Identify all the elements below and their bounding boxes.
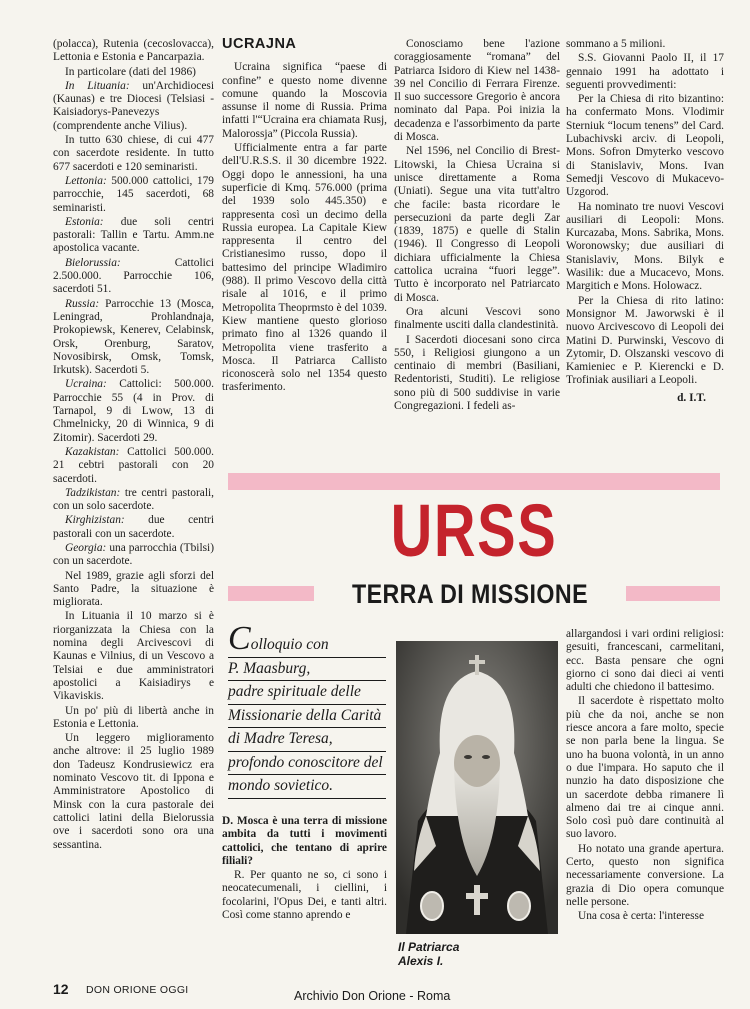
region-text: Cattolici 2.500.000. Parrocchie 106, sacerdoti 51. <box>53 256 214 296</box>
paragraph: I Sacerdoti diocesani sono circa 550, i Religiosi giungono a un centinaio di membri (Basiliani, Redentoristi, Studiti). Le religiose sono più di 500 suddivise in varie Congregazioni. I fedeli as- <box>394 333 560 413</box>
paragraph <box>53 446 214 486</box>
paragraph: Nel 1596, nel Concilio di Brest-Litowski, la Chiesa Ucraina si unisce direttamente a Roma (Uniati). Segue una vita tutt'altro che facile: basta ricordare le persecuzioni da parte degli Zar (1839, 1875) e quelle di Stalin (1946). Il Congresso di Leopoli dichiara ufficialmente la Chiesa cattolica ucraina “fuori legge”. Tutto è incorporato nel Patriarcato di Mosca. <box>394 145 560 304</box>
region-label: In Lituania: <box>65 79 130 92</box>
column-1 <box>53 38 214 973</box>
paragraph <box>53 216 214 256</box>
subtitle-band-right <box>626 586 720 601</box>
patriarch-photo <box>396 641 558 934</box>
region-text: tre centri pastorali, con un solo sacerdote. <box>53 486 214 513</box>
paragraph: Il sacerdote è rispettato molto più che da noi, anche se non riesce ancora a fare molto, specie se non parla bene la lingua. Se uno ha buona volontà, in un anno o due l'impara. Ho saputo che il nunzio ha dato disposizione che un sacerdote debba rimanere lì almeno dai tre ai cinque anni. Solo così può dare continuità al suo lavoro. <box>566 695 724 841</box>
intro-line: mondo sovietico. <box>228 775 386 799</box>
interview-continuation <box>566 628 724 973</box>
author-signature: d. I.T. <box>677 391 706 404</box>
magazine-name: DON ORIONE OGGI <box>86 984 189 996</box>
paragraph: Ora alcuni Vescovi sono finalmente usciti dalla clandestinità. <box>394 305 560 332</box>
paragraph: allargandosi i vari ordini religiosi: gesuiti, francescani, carmelitani, ecc. Basta pensare che ogni giorno ci sono dai dieci ai venti adulti che chiedono il battesimo. <box>566 628 724 694</box>
paragraph <box>53 378 214 444</box>
region-label: Lettonia: <box>65 174 107 187</box>
intro-line <box>228 620 386 658</box>
region-label: Ucraina: <box>65 378 107 391</box>
region-text: Parrocchie 13 (Mosca, Leningrad, Prohlandnaja, Prokopiewsk, Kenerev, Celabinsk, Orsk, Orenburg, Saratov, Novosibirsk, Omsk, Tomsk, Irkutsk). Sacerdoti 5. <box>53 297 214 377</box>
archive-credit: Archivio Don Orione - Roma <box>294 989 451 1003</box>
region-label: Tadzikistan: <box>65 486 121 499</box>
paragraph: (polacca), Rutenia (cecoslovacca), Lettonia e Estonia e Pancarpazia. <box>53 38 214 64</box>
intro-line: di Madre Teresa, <box>228 728 386 752</box>
paragraph <box>53 514 214 541</box>
paragraph: Una cosa è certa: l'interesse <box>578 910 705 923</box>
intro-line: profondo conoscitore del <box>228 752 386 776</box>
region-label: Georgia: <box>65 541 107 554</box>
paragraph: Un po' più di libertà anche in Estonia e Lettonia. <box>53 704 214 730</box>
region-text: una parrocchia (Tbilsi) con un sacerdote. <box>53 541 214 568</box>
section-title: UCRAJNA <box>222 36 297 52</box>
paragraph <box>53 175 214 215</box>
region-label: Kirghizistan: <box>65 514 125 527</box>
photo-caption <box>398 940 558 968</box>
paragraph: sommano a 5 milioni. <box>566 38 666 50</box>
paragraph: Ha nominato tre nuovi Vescovi ausiliari di Leopoli: Mons. Kurcazaba, Mons. Sabrika, Mons. Woronowsky; due ausiliari di Stanislaviv, Mons. Bilyk e Wasilik: due a Mucacevo, Mons. Margitich e Mons. Holowacz. <box>566 200 724 293</box>
intro-line: padre spirituale delle <box>228 681 386 705</box>
intro-text: olloquio con <box>250 636 329 653</box>
headline-subtitle-row <box>228 578 720 612</box>
region-text: Kaunas) e tre Diocesi (Telsiasi - Kaisiadorys-Panevezys (comprendente anche Vilius). <box>53 93 214 132</box>
answer: R. Per quanto ne so, ci sono i neocatecumenali, i ciellini, i focolarini, l'Opus Dei, e tanti altri. Così come stanno aprendo e <box>222 869 387 922</box>
region-text: Cattolici: 500.000. Parrocchie 55 (4 in Prov. di Tarnapol, 9 di Lwow, 13 di Chmelnicky, 20 di Winnica, 9 di Zitomir). Sacerdoti 29. <box>53 378 214 444</box>
region-text: Cattolici 500.000. 21 cebtri pastorali con 20 sacerdoti. <box>53 445 214 485</box>
article-intro <box>228 620 386 799</box>
region-label: Russia: <box>65 297 100 310</box>
subtitle-band-left <box>228 586 314 601</box>
paragraph: Conosciamo bene l'azione coraggiosamente “romana” del Patriarca Isidoro di Kiew nel 1438-39 nel Concilio di Ferrara Firenze. Il suo successore Gregorio è ancora nominato dal Papa. Poi inizia la decadenza e l'assorbimento da parte di Mosca. <box>394 38 560 144</box>
paragraph: In tutto 630 chiese, di cui 477 con sacerdote residente. In tutto 677 sacerdoti e 120 seminaristi. <box>53 134 214 173</box>
question-text: D. Mosca è una terra di missione ambita da tutti i movimenti cattolici, che tentano di aprire filiali? <box>222 815 387 867</box>
region-label: Bielorussia: <box>65 256 121 269</box>
interview-start <box>222 815 387 975</box>
paragraph: Per la Chiesa di rito bizantino: ha confermato Mons. Vlodimir Sterniuk “locum tenens” del Card. Lubachivski arciv. di Leopoli, Mons. Sofron Dmyterko vescovo di Stanislaviv, Mons. Ivan Semedji Vescovo di Mukacevo-Uzgorod. <box>566 93 724 199</box>
region-text: due centri pastorali con un sacerdote. <box>53 514 214 540</box>
paragraph: Un leggero miglioramento anche altrove: il 25 luglio 1989 don Tadeusz Kondrusiewicz era nominato Vescovo tit. di Ippona e Amministratore Apostolico di Minsk con la cura pastorale dei cattolici latini della Bielorussia ove i sacerdoti sono ora una sessantina. <box>53 732 214 851</box>
headline-title: URSS <box>390 489 558 572</box>
page-number: 12 <box>53 981 69 997</box>
paragraph <box>53 487 214 514</box>
paragraph: Ucraina significa “paese di confine” e questo nome divenne comune quando la Moscovia assunse il nome di Russia. Prima infatti l'“Ucraina era chiamata Rusj, Malorossja” (Piccola Russia). <box>222 61 387 140</box>
intro-line: P. Maasburg, <box>228 658 386 682</box>
paragraph <box>53 542 214 569</box>
headline-subtitle: TERRA DI MISSIONE <box>351 579 589 609</box>
paragraph <box>53 298 214 378</box>
paragraph: Per la Chiesa di rito latino: Monsignor M. Jaworwski è il nuovo Arcivescovo di Leopoli dei Matini D. Purwinski, Vescovo di Zytomir, D. Olszanski vescovo di Kamieniec e P. Kierencki e D. Trofiniak ausiliari a Leopoli. <box>566 294 724 387</box>
paragraph: Ho notato una grande apertura. Certo, questo non significa necessariamente conversione. La grazia di Dio opera comunque nelle persone. <box>566 842 724 908</box>
caption-line: Alexis I. <box>398 954 444 968</box>
drop-cap: C <box>228 620 251 657</box>
question <box>222 815 387 868</box>
caption-line: Il Patriarca <box>398 940 460 954</box>
region-text: 500.000 cattolici, 179 parrocchie, 145 sacerdoti, 68 seminaristi. <box>53 174 214 214</box>
paragraph: Nel 1989, grazie agli sforzi del Santo Padre, la situazione è migliorata. <box>53 569 214 609</box>
paragraph: In particolare (dati del 1986) <box>65 65 196 78</box>
region-label: Kazakistan: <box>65 445 120 458</box>
region-label: Estonia: <box>65 215 104 228</box>
column-4 <box>566 38 724 458</box>
region-text: un'Archidiocesi ( <box>53 79 214 106</box>
paragraph: In Lituania il 10 marzo si è riorganizzata la Chiesa con la nomina degli Arcivescovi di Kaunas e Vilnius, di un Vescovo a Telsiai e due amministratori apostolici a Kaisiadirys e Vikaviskis. <box>53 610 214 703</box>
intro-line: Missionarie della Carità <box>228 705 386 729</box>
paragraph: S.S. Giovanni Paolo II, il 17 gennaio 1991 ha adottato i seguenti provvedimenti: <box>566 52 724 91</box>
paragraph <box>53 257 214 297</box>
paragraph: Ufficialmente entra a far parte dell'U.R.S.S. il 30 dicembre 1922. Oggi dopo le annessioni, ha una superficie di Kmq. 576.000 (prima del 1939 solo 445.350) e rappresenta così un decimo della Russia europea. La Capitale Kiew rappresenta il centro del Cristianesimo russo, dopo il battesimo del principe Wladimiro (988). Il primo Vescovo della città risale al 1016, e il primo Metropolita Theoprmsto è del 1039. Kiew mantiene questo glorioso primato fino al 1326 quando il Metropolita viene trasferito a Mosca. Il Patriarca Callisto riconoscerà solo nel 1354 questo trasferimento. <box>222 142 387 394</box>
column-2 <box>222 36 387 394</box>
region-text: due soli centri pastorali: Tallin e Tartu. Amm.ne apostolica vacante. <box>53 215 214 255</box>
column-3 <box>394 38 560 458</box>
paragraph <box>53 80 214 133</box>
portrait-image <box>396 641 558 934</box>
